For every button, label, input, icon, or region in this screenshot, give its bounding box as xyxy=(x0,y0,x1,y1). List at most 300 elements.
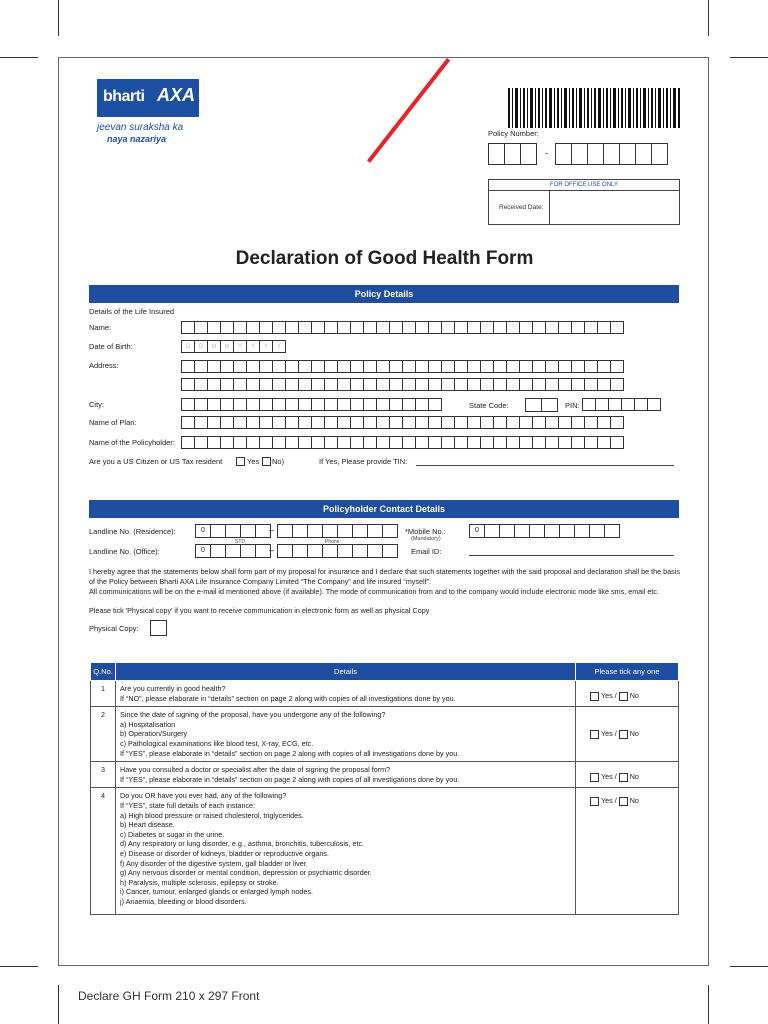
char-box[interactable] xyxy=(259,321,273,334)
question-line: j) Anaemia, bleeding or blood disorders. xyxy=(120,896,247,906)
char-box[interactable] xyxy=(363,360,377,373)
char-box[interactable]: 0 xyxy=(469,524,485,538)
crop-mark xyxy=(730,57,768,58)
char-box[interactable] xyxy=(292,524,308,538)
char-box[interactable] xyxy=(311,436,325,449)
char-box[interactable] xyxy=(480,360,494,373)
char-box[interactable] xyxy=(324,321,338,334)
char-box[interactable] xyxy=(337,398,351,411)
mobile-boxes[interactable] xyxy=(469,524,619,538)
char-box[interactable] xyxy=(350,416,364,429)
char-box[interactable] xyxy=(402,398,416,411)
char-box[interactable] xyxy=(558,378,572,391)
char-box[interactable] xyxy=(428,360,442,373)
char-box[interactable] xyxy=(194,378,208,391)
char-box[interactable] xyxy=(233,360,247,373)
question-line: b) Heart disease. xyxy=(120,820,175,830)
char-box[interactable] xyxy=(311,360,325,373)
char-box[interactable] xyxy=(337,360,351,373)
char-box[interactable]: M xyxy=(220,340,234,353)
char-box[interactable] xyxy=(532,360,546,373)
char-box[interactable] xyxy=(220,321,234,334)
us-citizen-question: Are you a US Citizen or US Tax resident xyxy=(89,457,223,466)
char-box[interactable] xyxy=(584,378,598,391)
yes-checkbox[interactable] xyxy=(590,692,599,701)
char-box[interactable] xyxy=(233,321,247,334)
char-box[interactable] xyxy=(493,416,507,429)
char-box[interactable] xyxy=(337,416,351,429)
char-box[interactable] xyxy=(181,378,195,391)
table-row xyxy=(91,762,679,788)
char-box[interactable]: 0 xyxy=(195,524,211,538)
char-box[interactable] xyxy=(558,436,572,449)
char-box[interactable] xyxy=(376,360,390,373)
char-box[interactable] xyxy=(441,416,455,429)
policyholder-boxes[interactable] xyxy=(181,436,623,449)
char-box[interactable] xyxy=(311,398,325,411)
char-box[interactable] xyxy=(584,416,598,429)
char-box[interactable] xyxy=(584,436,598,449)
char-box[interactable] xyxy=(541,398,558,412)
char-box[interactable] xyxy=(307,544,323,558)
no-checkbox[interactable] xyxy=(619,797,628,806)
char-box[interactable] xyxy=(194,360,208,373)
char-box[interactable] xyxy=(529,524,545,538)
char-box[interactable] xyxy=(285,321,299,334)
char-box[interactable] xyxy=(571,378,585,391)
char-box[interactable] xyxy=(597,378,611,391)
char-box[interactable] xyxy=(415,416,429,429)
contact-band: Policyholder Contact Details xyxy=(89,500,679,518)
char-box[interactable] xyxy=(584,360,598,373)
char-box[interactable] xyxy=(610,416,624,429)
char-box[interactable] xyxy=(559,524,575,538)
char-box[interactable] xyxy=(428,416,442,429)
char-box[interactable] xyxy=(571,416,585,429)
char-box[interactable] xyxy=(493,436,507,449)
char-box[interactable] xyxy=(544,524,560,538)
char-box[interactable] xyxy=(181,416,195,429)
char-box[interactable]: D xyxy=(181,340,195,353)
char-box[interactable]: Y xyxy=(272,340,286,353)
char-box[interactable] xyxy=(285,398,299,411)
char-box[interactable] xyxy=(571,321,585,334)
char-box[interactable] xyxy=(480,378,494,391)
char-box[interactable] xyxy=(402,436,416,449)
char-box[interactable] xyxy=(272,360,286,373)
char-box[interactable] xyxy=(519,321,533,334)
char-box[interactable] xyxy=(532,378,546,391)
char-box[interactable] xyxy=(441,360,455,373)
yes-checkbox[interactable] xyxy=(590,773,599,782)
char-box[interactable] xyxy=(428,321,442,334)
char-box[interactable] xyxy=(545,416,559,429)
char-box[interactable] xyxy=(389,416,403,429)
char-box[interactable] xyxy=(298,416,312,429)
char-box[interactable] xyxy=(428,398,442,411)
char-box[interactable] xyxy=(545,360,559,373)
address-boxes-2[interactable] xyxy=(181,378,623,391)
char-box[interactable] xyxy=(467,378,481,391)
char-box[interactable] xyxy=(493,378,507,391)
yes-checkbox[interactable] xyxy=(590,730,599,739)
char-box[interactable] xyxy=(298,436,312,449)
char-box[interactable] xyxy=(389,360,403,373)
char-box[interactable] xyxy=(285,378,299,391)
char-box[interactable] xyxy=(352,544,368,558)
char-box[interactable] xyxy=(376,398,390,411)
char-box[interactable] xyxy=(454,436,468,449)
char-box[interactable] xyxy=(441,378,455,391)
char-box[interactable] xyxy=(285,360,299,373)
char-box[interactable] xyxy=(610,378,624,391)
policy-number-boxes-a[interactable] xyxy=(488,143,536,165)
char-box[interactable] xyxy=(467,416,481,429)
name-label: Name: xyxy=(89,323,112,332)
char-box[interactable] xyxy=(194,416,208,429)
char-box[interactable] xyxy=(376,436,390,449)
char-box[interactable] xyxy=(194,398,208,411)
char-box[interactable] xyxy=(246,436,260,449)
char-box[interactable] xyxy=(389,398,403,411)
char-box[interactable] xyxy=(402,416,416,429)
char-box[interactable] xyxy=(194,321,208,334)
char-box[interactable] xyxy=(181,398,195,411)
char-box[interactable]: Y xyxy=(246,340,260,353)
char-box[interactable] xyxy=(363,398,377,411)
char-box[interactable] xyxy=(402,378,416,391)
char-box[interactable]: Y xyxy=(233,340,247,353)
char-box[interactable] xyxy=(604,524,620,538)
char-box[interactable] xyxy=(610,360,624,373)
health-questions-table xyxy=(90,662,679,915)
char-box[interactable] xyxy=(337,544,353,558)
char-box[interactable] xyxy=(298,321,312,334)
char-box[interactable] xyxy=(376,321,390,334)
char-box[interactable] xyxy=(545,321,559,334)
char-box[interactable] xyxy=(324,398,338,411)
char-box[interactable] xyxy=(259,378,273,391)
char-box[interactable] xyxy=(506,360,520,373)
char-box[interactable] xyxy=(402,360,416,373)
char-box[interactable] xyxy=(220,398,234,411)
no-checkbox[interactable] xyxy=(619,692,628,701)
char-box[interactable] xyxy=(292,544,308,558)
char-box[interactable] xyxy=(207,398,221,411)
char-box[interactable] xyxy=(402,321,416,334)
char-box[interactable] xyxy=(337,321,351,334)
red-stripe xyxy=(367,58,450,163)
char-box[interactable] xyxy=(240,544,256,558)
question-details xyxy=(116,762,576,788)
char-box[interactable] xyxy=(532,321,546,334)
char-box[interactable] xyxy=(277,524,293,538)
char-box[interactable] xyxy=(647,398,661,411)
char-box[interactable] xyxy=(571,436,585,449)
char-box[interactable]: 0 xyxy=(195,544,211,558)
char-box[interactable] xyxy=(493,321,507,334)
char-box[interactable] xyxy=(298,360,312,373)
email-line[interactable] xyxy=(469,555,674,556)
char-box[interactable] xyxy=(441,436,455,449)
char-box[interactable]: D xyxy=(194,340,208,353)
no-checkbox[interactable] xyxy=(619,773,628,782)
state-code-label: State Code: xyxy=(469,401,509,410)
name-boxes[interactable] xyxy=(181,321,623,334)
char-box[interactable] xyxy=(519,360,533,373)
char-box[interactable] xyxy=(207,378,221,391)
char-box[interactable] xyxy=(571,360,585,373)
char-box[interactable] xyxy=(363,321,377,334)
state-code-boxes[interactable] xyxy=(525,398,557,412)
char-box[interactable] xyxy=(220,378,234,391)
char-box[interactable] xyxy=(634,398,648,411)
brand-logo: bharti AXA xyxy=(97,79,199,117)
char-box[interactable] xyxy=(207,321,221,334)
page-title: Declaration of Good Health Form xyxy=(235,248,534,269)
char-box[interactable] xyxy=(246,416,260,429)
char-box[interactable] xyxy=(350,436,364,449)
col-qno: Q.No. xyxy=(91,663,116,681)
char-box[interactable] xyxy=(272,398,286,411)
tick-cell xyxy=(576,762,679,788)
char-box[interactable] xyxy=(519,416,533,429)
policy-number-dash: - xyxy=(545,148,548,158)
char-box[interactable] xyxy=(311,321,325,334)
char-box[interactable] xyxy=(350,398,364,411)
char-box[interactable] xyxy=(181,321,195,334)
char-box[interactable] xyxy=(350,360,364,373)
char-box[interactable] xyxy=(480,436,494,449)
crop-mark xyxy=(0,57,38,58)
char-box[interactable] xyxy=(582,398,596,411)
char-box[interactable] xyxy=(514,524,530,538)
char-box[interactable] xyxy=(285,416,299,429)
char-box[interactable] xyxy=(233,398,247,411)
char-box[interactable] xyxy=(484,524,500,538)
char-box[interactable] xyxy=(181,436,195,449)
char-box[interactable] xyxy=(480,321,494,334)
char-box[interactable] xyxy=(597,360,611,373)
char-box[interactable] xyxy=(210,524,226,538)
char-box[interactable] xyxy=(589,524,605,538)
char-box[interactable] xyxy=(259,436,273,449)
char-box[interactable] xyxy=(415,398,429,411)
char-box[interactable] xyxy=(240,524,256,538)
char-box[interactable] xyxy=(558,360,572,373)
char-box[interactable] xyxy=(597,321,611,334)
char-box[interactable] xyxy=(499,524,515,538)
char-box[interactable] xyxy=(608,398,622,411)
char-box[interactable] xyxy=(259,360,273,373)
char-box[interactable] xyxy=(363,378,377,391)
char-box[interactable] xyxy=(311,416,325,429)
char-box[interactable] xyxy=(324,360,338,373)
char-box[interactable] xyxy=(621,398,635,411)
yes-label: Yes / xyxy=(601,729,617,739)
dob-boxes[interactable] xyxy=(181,340,285,353)
char-box[interactable] xyxy=(467,321,481,334)
char-box[interactable] xyxy=(324,436,338,449)
char-box[interactable] xyxy=(322,544,338,558)
char-box[interactable] xyxy=(285,436,299,449)
char-box[interactable] xyxy=(597,436,611,449)
char-box[interactable] xyxy=(350,378,364,391)
char-box[interactable] xyxy=(610,321,624,334)
char-box[interactable] xyxy=(519,378,533,391)
char-box[interactable] xyxy=(493,360,507,373)
char-box[interactable] xyxy=(584,321,598,334)
char-box[interactable] xyxy=(233,378,247,391)
landline-office-phone[interactable] xyxy=(277,544,397,558)
char-box[interactable] xyxy=(389,436,403,449)
char-box[interactable] xyxy=(545,436,559,449)
no-checkbox[interactable] xyxy=(619,730,628,739)
char-box[interactable] xyxy=(367,524,383,538)
char-box[interactable] xyxy=(259,398,273,411)
char-box[interactable] xyxy=(506,416,520,429)
yes-checkbox[interactable] xyxy=(590,797,599,806)
char-box[interactable] xyxy=(532,436,546,449)
char-box[interactable] xyxy=(337,524,353,538)
char-box[interactable] xyxy=(307,524,323,538)
char-box[interactable] xyxy=(259,416,273,429)
char-box[interactable] xyxy=(610,436,624,449)
char-box[interactable] xyxy=(220,360,234,373)
char-box[interactable] xyxy=(595,398,609,411)
char-box[interactable]: M xyxy=(207,340,221,353)
char-box[interactable] xyxy=(558,321,572,334)
landline-office-label: Landline No. (Office): xyxy=(89,547,160,556)
char-box[interactable] xyxy=(207,436,221,449)
char-box[interactable] xyxy=(233,416,247,429)
char-box[interactable] xyxy=(324,416,338,429)
char-box[interactable] xyxy=(389,321,403,334)
address-boxes-1[interactable] xyxy=(181,360,623,373)
landline-res-phone[interactable] xyxy=(277,524,397,538)
char-box[interactable] xyxy=(454,416,468,429)
char-box[interactable] xyxy=(415,378,429,391)
char-box[interactable] xyxy=(272,416,286,429)
char-box[interactable] xyxy=(376,378,390,391)
char-box[interactable] xyxy=(181,360,195,373)
char-box[interactable] xyxy=(352,524,368,538)
char-box[interactable] xyxy=(233,436,247,449)
char-box[interactable] xyxy=(272,436,286,449)
char-box[interactable] xyxy=(246,321,260,334)
tagline: jeevan suraksha ka xyxy=(97,122,184,133)
char-box[interactable] xyxy=(367,544,383,558)
char-box[interactable] xyxy=(207,416,221,429)
pin-boxes[interactable] xyxy=(582,398,660,411)
char-box[interactable] xyxy=(376,416,390,429)
char-box[interactable] xyxy=(337,436,351,449)
char-box[interactable] xyxy=(382,524,398,538)
policyholder-label: Name of the Policyholder: xyxy=(89,438,175,447)
char-box[interactable] xyxy=(506,378,520,391)
char-box[interactable] xyxy=(194,436,208,449)
char-box[interactable] xyxy=(246,360,260,373)
char-box[interactable] xyxy=(363,416,377,429)
char-box[interactable] xyxy=(298,398,312,411)
physical-copy-checkbox[interactable] xyxy=(150,620,167,636)
char-box[interactable] xyxy=(525,398,542,412)
city-boxes[interactable] xyxy=(181,398,441,411)
char-box[interactable] xyxy=(272,378,286,391)
plan-boxes[interactable] xyxy=(181,416,623,429)
us-no-checkbox[interactable] xyxy=(262,457,271,466)
question-details xyxy=(116,681,576,707)
char-box[interactable] xyxy=(277,544,293,558)
char-box[interactable] xyxy=(225,524,241,538)
question-details xyxy=(116,707,576,762)
us-yes-checkbox[interactable] xyxy=(236,457,245,466)
char-box[interactable] xyxy=(382,544,398,558)
question-line: a) Hospitalisation xyxy=(120,719,176,729)
char-box[interactable] xyxy=(272,321,286,334)
char-box[interactable] xyxy=(506,436,520,449)
char-box[interactable] xyxy=(246,378,260,391)
char-box[interactable] xyxy=(558,416,572,429)
char-box[interactable] xyxy=(428,378,442,391)
char-box[interactable] xyxy=(454,360,468,373)
char-box[interactable] xyxy=(532,416,546,429)
question-number: 2 xyxy=(91,707,116,762)
char-box[interactable] xyxy=(480,416,494,429)
tin-line[interactable] xyxy=(416,465,674,466)
char-box[interactable] xyxy=(207,360,221,373)
char-box[interactable] xyxy=(350,321,364,334)
char-box[interactable] xyxy=(441,321,455,334)
crop-mark xyxy=(708,0,709,36)
char-box[interactable] xyxy=(389,378,403,391)
char-box[interactable] xyxy=(545,378,559,391)
char-box[interactable] xyxy=(324,378,338,391)
char-box[interactable]: Y xyxy=(259,340,273,353)
char-box[interactable] xyxy=(574,524,590,538)
char-box[interactable] xyxy=(210,544,226,558)
char-box[interactable] xyxy=(220,416,234,429)
no-label: No xyxy=(629,729,639,739)
char-box[interactable] xyxy=(415,436,429,449)
char-box[interactable] xyxy=(454,321,468,334)
char-box[interactable] xyxy=(322,524,338,538)
city-label: City: xyxy=(89,400,104,409)
char-box[interactable] xyxy=(225,544,241,558)
char-box[interactable] xyxy=(454,378,468,391)
landline-office-std[interactable] xyxy=(195,544,270,558)
char-box[interactable] xyxy=(506,321,520,334)
char-box[interactable] xyxy=(597,416,611,429)
char-box[interactable] xyxy=(415,360,429,373)
plan-label: Name of Plan: xyxy=(89,418,137,427)
char-box[interactable] xyxy=(467,360,481,373)
char-box[interactable] xyxy=(415,321,429,334)
question-line: h) Paralysis, multiple sclerosis, epilepsy or stroke. xyxy=(120,877,279,887)
char-box[interactable] xyxy=(363,436,377,449)
char-box[interactable] xyxy=(467,436,481,449)
char-box[interactable] xyxy=(220,436,234,449)
char-box[interactable] xyxy=(428,436,442,449)
mobile-label: *Mobile No.: xyxy=(405,527,446,536)
char-box[interactable] xyxy=(246,398,260,411)
char-box[interactable] xyxy=(298,378,312,391)
policy-number-boxes-b[interactable] xyxy=(555,143,667,165)
char-box[interactable] xyxy=(311,378,325,391)
char-box[interactable] xyxy=(519,436,533,449)
char-box[interactable] xyxy=(337,378,351,391)
landline-res-std[interactable] xyxy=(195,524,270,538)
